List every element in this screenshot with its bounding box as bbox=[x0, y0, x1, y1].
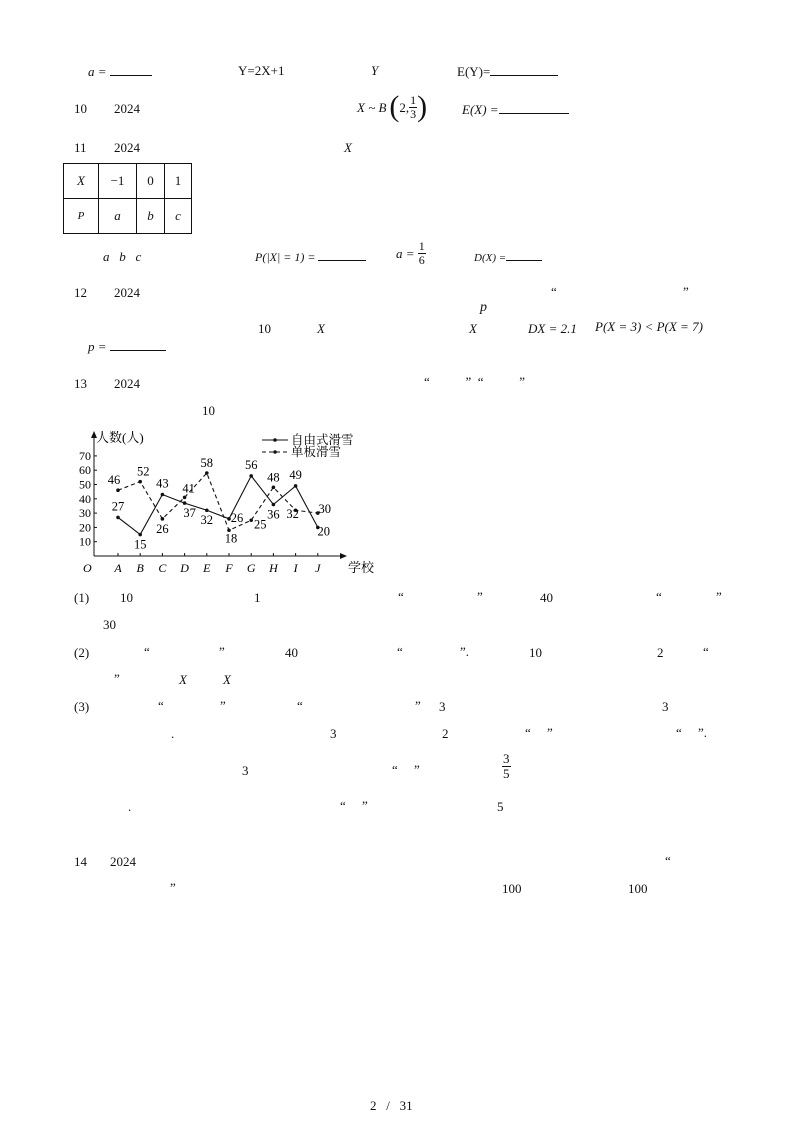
p2-rquote3: ” bbox=[114, 671, 120, 686]
data-label: 20 bbox=[317, 524, 331, 539]
data-point bbox=[161, 517, 165, 521]
p3-five: 5 bbox=[497, 799, 504, 814]
data-label: 30 bbox=[318, 502, 332, 517]
q11-number: 11 bbox=[74, 140, 87, 155]
y-tick-label: 30 bbox=[79, 506, 91, 521]
q11-x: X bbox=[344, 140, 352, 155]
x-tick-label: A bbox=[114, 561, 122, 575]
q14-rquote: ” bbox=[170, 880, 176, 895]
y-tick-label: 10 bbox=[79, 534, 91, 549]
p2-x2: X bbox=[223, 672, 231, 687]
x-tick-label: F bbox=[225, 561, 233, 575]
data-point bbox=[183, 496, 187, 500]
p1-lquote2: “ bbox=[656, 589, 662, 604]
p2-lquote2: “ bbox=[397, 644, 403, 659]
q12-x2: X bbox=[469, 321, 477, 336]
p3-lquote2: “ bbox=[297, 698, 303, 713]
p3-three-d: 3 bbox=[242, 763, 249, 778]
table-cell: c bbox=[165, 199, 192, 234]
p2-rquote: ” bbox=[219, 644, 225, 659]
p3-quote-end: “ ”. bbox=[676, 725, 708, 740]
q13-year: 2024 bbox=[114, 376, 140, 391]
data-label: 56 bbox=[244, 457, 258, 472]
y-axis-label: 人数(人) bbox=[96, 430, 144, 445]
q12-dx: DX = 2.1 bbox=[528, 321, 577, 336]
data-point bbox=[272, 503, 276, 507]
q10-ex: E(X) = bbox=[462, 102, 569, 116]
a-eq: a = bbox=[88, 64, 152, 78]
legend-marker bbox=[273, 450, 277, 454]
q12-lquote: “ bbox=[551, 284, 557, 299]
q13-number: 13 bbox=[74, 376, 87, 391]
y-var: Y bbox=[371, 63, 379, 78]
x-tick-label: H bbox=[269, 561, 278, 575]
p3-three-a: 3 bbox=[439, 699, 446, 714]
distribution-table bbox=[63, 163, 192, 234]
x-tick-label: D bbox=[180, 561, 189, 575]
data-label: 32 bbox=[200, 513, 214, 528]
p3-quote-pair: “ ” bbox=[525, 725, 553, 740]
p2-label: (2) bbox=[74, 645, 90, 660]
data-label: 27 bbox=[111, 499, 125, 514]
data-label: 43 bbox=[156, 476, 169, 491]
p2-ten: 10 bbox=[529, 645, 542, 660]
q12-x1: X bbox=[317, 321, 325, 336]
data-label: 25 bbox=[253, 517, 267, 532]
legend-label: 单板滑雪 bbox=[291, 445, 342, 459]
q14-lquote: “ bbox=[665, 853, 671, 868]
data-point bbox=[116, 488, 120, 492]
x-tick-label: C bbox=[158, 561, 167, 575]
legend-marker bbox=[273, 438, 277, 442]
page-number: 2 / 31 bbox=[370, 1098, 413, 1113]
data-label: 18 bbox=[224, 531, 238, 546]
p3-rquote2: ” bbox=[415, 698, 421, 713]
data-label: 32 bbox=[286, 507, 299, 522]
q11-abc: a b c bbox=[103, 249, 142, 264]
data-label: 26 bbox=[230, 510, 244, 525]
table-cell: 1 bbox=[165, 164, 192, 199]
x-axis-arrow bbox=[340, 553, 347, 559]
x-tick-label: I bbox=[293, 561, 298, 575]
series-line-1 bbox=[118, 476, 318, 535]
q13-ten: 10 bbox=[202, 403, 215, 418]
p2-lquote3: “ bbox=[703, 644, 709, 659]
table-cell: 0 bbox=[137, 164, 165, 199]
q13-quotes: “ ” “ ” bbox=[424, 374, 526, 389]
x-tick-label: G bbox=[246, 561, 256, 575]
p3-fraction: $\frac{3}{5}$ bbox=[503, 751, 510, 781]
p3-quote-pair2: “ ” bbox=[392, 762, 420, 777]
q14-number: 14 bbox=[74, 854, 87, 869]
q12-rquote: ” bbox=[683, 284, 689, 299]
data-label: 58 bbox=[200, 456, 214, 471]
ey-blank: E(Y)= bbox=[457, 64, 558, 78]
p3-dot: . bbox=[171, 726, 175, 741]
data-label: 41 bbox=[182, 481, 195, 496]
p1-lquote: “ bbox=[398, 589, 404, 604]
p2-two: 2 bbox=[657, 645, 664, 660]
q10-year: 2024 bbox=[114, 101, 140, 116]
data-label: 26 bbox=[156, 521, 169, 536]
y-def: Y=2X+1 bbox=[238, 63, 285, 78]
table-cell: P bbox=[64, 199, 99, 234]
data-point bbox=[249, 474, 253, 478]
q10-distribution: X ~ B ( 2, $\frac{1}{3}$ ) bbox=[357, 90, 428, 123]
data-label: 15 bbox=[133, 537, 147, 552]
q12-p: p bbox=[480, 300, 487, 315]
data-point bbox=[161, 493, 165, 497]
table-cell: a bbox=[99, 199, 137, 234]
origin-label: O bbox=[83, 561, 92, 575]
q12-number: 12 bbox=[74, 285, 87, 300]
q12-p-eq: p = bbox=[88, 339, 166, 353]
y-tick-label: 50 bbox=[79, 477, 91, 492]
data-point bbox=[116, 516, 120, 520]
p1-ten: 10 bbox=[120, 590, 133, 605]
p2-rquote2: ”. bbox=[460, 644, 470, 659]
p3-quote-pair3: “ ” bbox=[340, 798, 368, 813]
legend-label: 自由式滑雪 bbox=[291, 433, 354, 447]
data-point bbox=[205, 471, 209, 475]
y-tick-label: 60 bbox=[79, 463, 91, 478]
data-label: 48 bbox=[267, 470, 280, 485]
p3-three-c: 3 bbox=[330, 726, 337, 741]
q11-dx: D(X) = bbox=[474, 249, 542, 264]
x-tick-label: J bbox=[315, 561, 321, 575]
p3-two: 2 bbox=[442, 726, 449, 741]
p1-label: (1) bbox=[74, 590, 90, 605]
x-tick-label: E bbox=[203, 561, 211, 575]
data-point bbox=[205, 508, 209, 512]
p2-lquote: “ bbox=[144, 644, 150, 659]
data-point bbox=[272, 486, 276, 490]
table-row bbox=[64, 199, 192, 234]
table-cell: X bbox=[64, 164, 99, 199]
p1-thirty: 30 bbox=[103, 617, 116, 632]
table-cell: −1 bbox=[99, 164, 137, 199]
y-tick-label: 20 bbox=[79, 520, 91, 535]
y-tick-label: 40 bbox=[79, 491, 91, 506]
data-label: 36 bbox=[267, 507, 280, 522]
p3-label: (3) bbox=[74, 699, 90, 714]
y-tick-label: 70 bbox=[79, 448, 91, 463]
p3-lquote: “ bbox=[158, 698, 164, 713]
q12-pcond: P(X = 3) < P(X = 7) bbox=[595, 319, 703, 334]
x-tick-label: B bbox=[136, 561, 144, 575]
p3-three-b: 3 bbox=[662, 699, 669, 714]
data-point bbox=[294, 484, 298, 488]
q11-a-value: a = $\frac{1}{6}$ bbox=[396, 239, 425, 267]
q10-number: 10 bbox=[74, 101, 87, 116]
table-row bbox=[64, 164, 192, 199]
q12-ten: 10 bbox=[258, 321, 271, 336]
p2-x1: X bbox=[179, 672, 187, 687]
data-label: 37 bbox=[183, 506, 196, 521]
q12-year: 2024 bbox=[114, 285, 140, 300]
q14-hundred-2: 100 bbox=[628, 881, 648, 896]
table-cell: b bbox=[137, 199, 165, 234]
data-point bbox=[138, 480, 142, 484]
p3-rquote: ” bbox=[220, 698, 226, 713]
series-line-2 bbox=[118, 473, 318, 530]
p2-forty: 40 bbox=[285, 645, 298, 660]
p1-rquote2: ” bbox=[716, 589, 722, 604]
p1-one: 1 bbox=[254, 590, 261, 605]
q14-hundred-1: 100 bbox=[502, 881, 522, 896]
q11-p-expr: P(|X| = 1) = bbox=[255, 249, 366, 263]
data-label: 49 bbox=[289, 467, 302, 482]
data-label: 52 bbox=[136, 464, 150, 479]
data-point bbox=[138, 533, 142, 537]
data-point bbox=[183, 501, 187, 505]
q14-year: 2024 bbox=[110, 854, 136, 869]
p1-forty: 40 bbox=[540, 590, 553, 605]
p3-dot2: . bbox=[128, 799, 132, 814]
x-axis-label: 学校 bbox=[348, 560, 375, 575]
q11-year: 2024 bbox=[114, 140, 140, 155]
p1-rquote: ” bbox=[477, 589, 483, 604]
data-label: 46 bbox=[107, 473, 121, 488]
line-chart bbox=[70, 426, 375, 580]
data-point bbox=[249, 518, 253, 522]
